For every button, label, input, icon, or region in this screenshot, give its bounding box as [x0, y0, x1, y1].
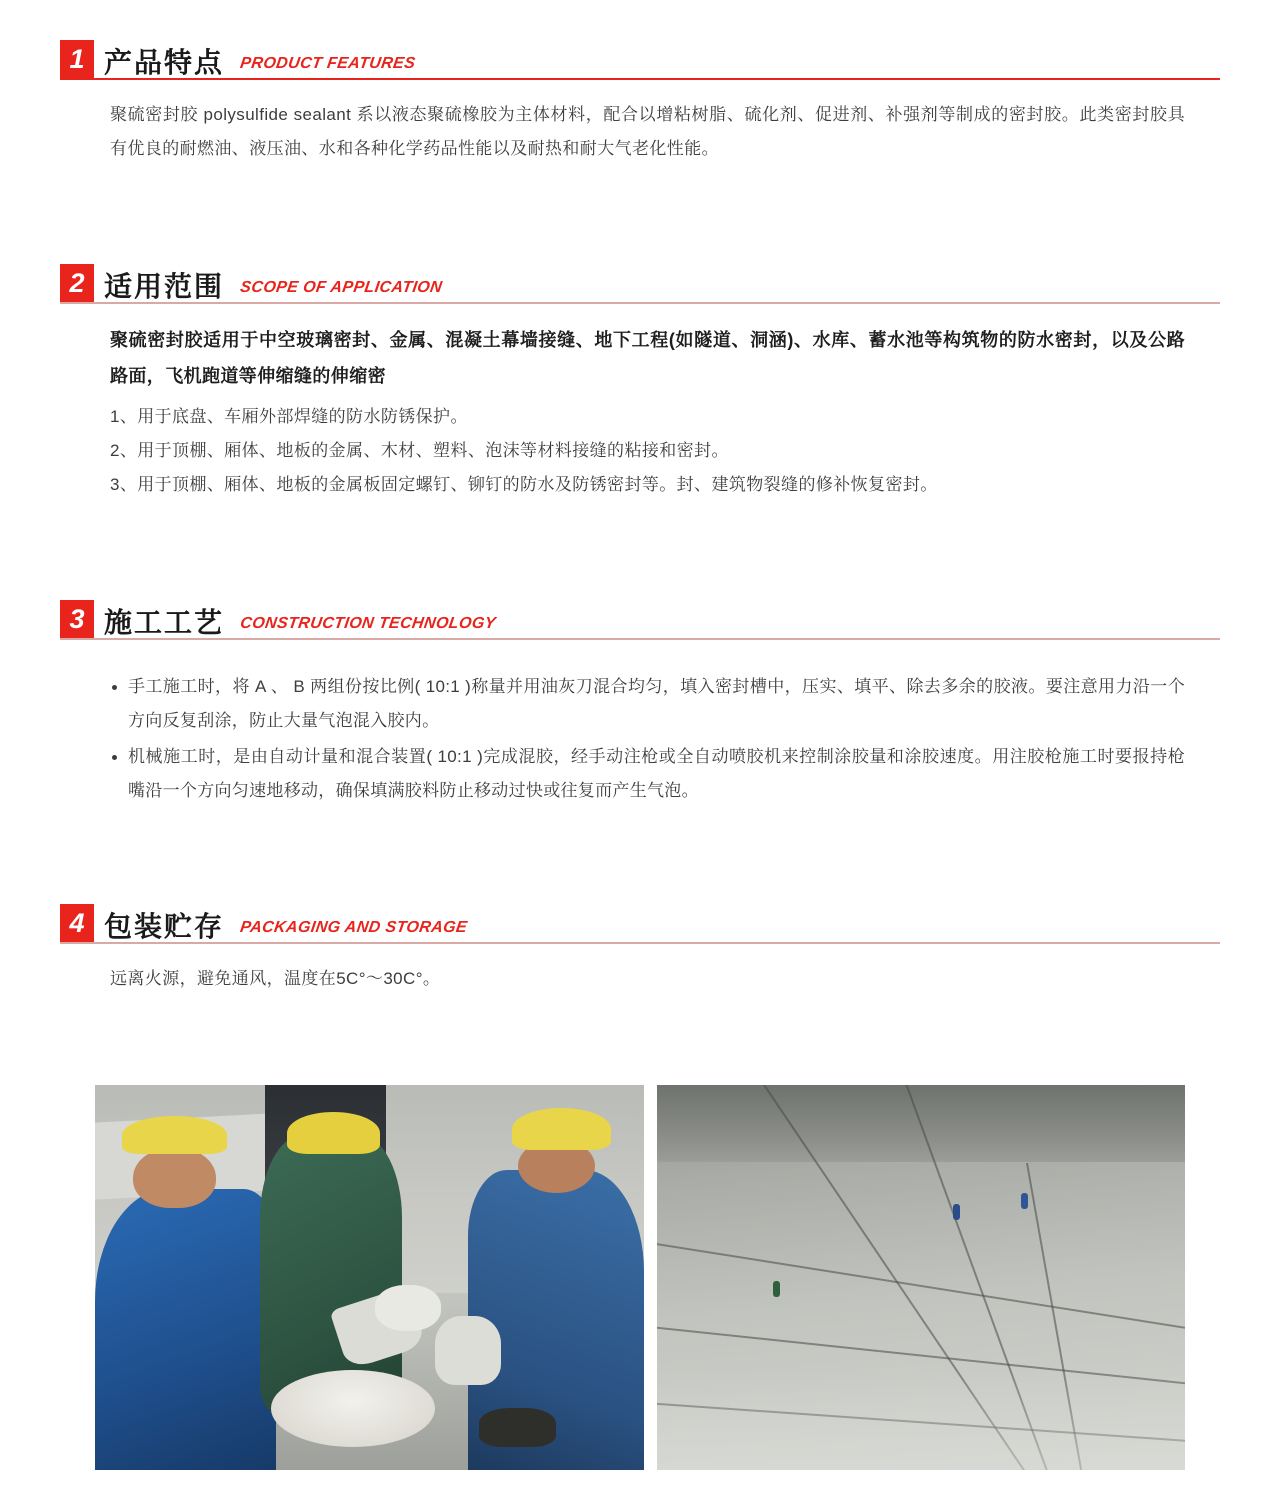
section-title-en: PRODUCT FEATURES — [239, 55, 417, 72]
paragraph: 3、用于顶棚、厢体、地板的金属板固定螺钉、铆钉的防水及防锈密封等。封、建筑物裂缝的修补恢复密封。 — [110, 475, 938, 494]
section-title-cn: 适用范围 — [104, 271, 225, 302]
section-rule — [60, 638, 1220, 640]
section-body — [0, 962, 1280, 996]
section-heading — [0, 34, 1280, 80]
section-packaging-and-storage — [0, 810, 1280, 996]
section-heading — [0, 258, 1280, 304]
photo-reservoir-slope — [657, 1085, 1185, 1470]
section-number-badge: 2 — [60, 264, 94, 302]
section-title-cn: 包装贮存 — [104, 911, 225, 942]
section-scope-of-application — [0, 166, 1280, 502]
section-rule — [60, 78, 1220, 80]
paragraph: 聚硫密封胶 polysulfide sealant 系以液态聚硫橡胶为主体材料，配合以增粘树脂、硫化剂、促进剂、补强剂等制成的密封胶。此类密封胶具有优良的耐燃油、液压油、水和各种化学药品性能以及耐热和耐大气老化性能。 — [110, 105, 1185, 158]
lead-paragraph: 聚硫密封胶适用于中空玻璃密封、金属、混凝土幕墙接缝、地下工程(如隧道、洞涵)、水库、蓄水池等构筑物的防水密封，以及公路路面，飞机跑道等伸缩缝的伸缩密 — [110, 330, 1185, 386]
paragraph: 远离火源，避免通风，温度在5C°～30C°。 — [110, 969, 441, 988]
section-title-cn: 施工工艺 — [104, 607, 225, 638]
section-rule — [60, 302, 1220, 304]
section-title-cn: 产品特点 — [104, 47, 225, 78]
list-item: 手工施工时，将 A 、 B 两组份按比例( 10:1 )称量并用油灰刀混合均匀，填入密封槽中，压实、填平、除去多余的胶液。要注意用力沿一个方向反复刮涂，防止大量气泡混入胶内。 — [128, 670, 1185, 738]
section-title-en: PACKAGING AND STORAGE — [239, 919, 469, 936]
section-title-en: CONSTRUCTION TECHNOLOGY — [239, 615, 497, 632]
section-construction-technology — [0, 502, 1280, 808]
paragraph: 2、用于顶棚、厢体、地板的金属、木材、塑料、泡沫等材料接缝的粘接和密封。 — [110, 441, 729, 460]
section-heading — [0, 898, 1280, 944]
section-body — [0, 322, 1280, 502]
section-body — [0, 670, 1280, 808]
section-title-en: SCOPE OF APPLICATION — [239, 279, 444, 296]
list-item: 机械施工时，是由自动计量和混合装置( 10:1 )完成混胶，经手动注枪或全自动喷胶机来控制涂胶量和涂胶速度。用注胶枪施工时要报持枪嘴沿一个方向匀速地移动，确保填满胶料防止移动过快或往复而产生气泡。 — [128, 740, 1185, 808]
section-number-badge: 1 — [60, 40, 94, 78]
section-body — [0, 98, 1280, 166]
section-number-badge: 3 — [60, 600, 94, 638]
section-rule — [60, 942, 1220, 944]
photo-gallery — [95, 1085, 1185, 1470]
paragraph: 1、用于底盘、车厢外部焊缝的防水防锈保护。 — [110, 407, 468, 426]
section-heading — [0, 594, 1280, 640]
section-product-features — [0, 0, 1280, 166]
section-number-badge: 4 — [60, 904, 94, 942]
photo-manual-mixing — [95, 1085, 644, 1470]
